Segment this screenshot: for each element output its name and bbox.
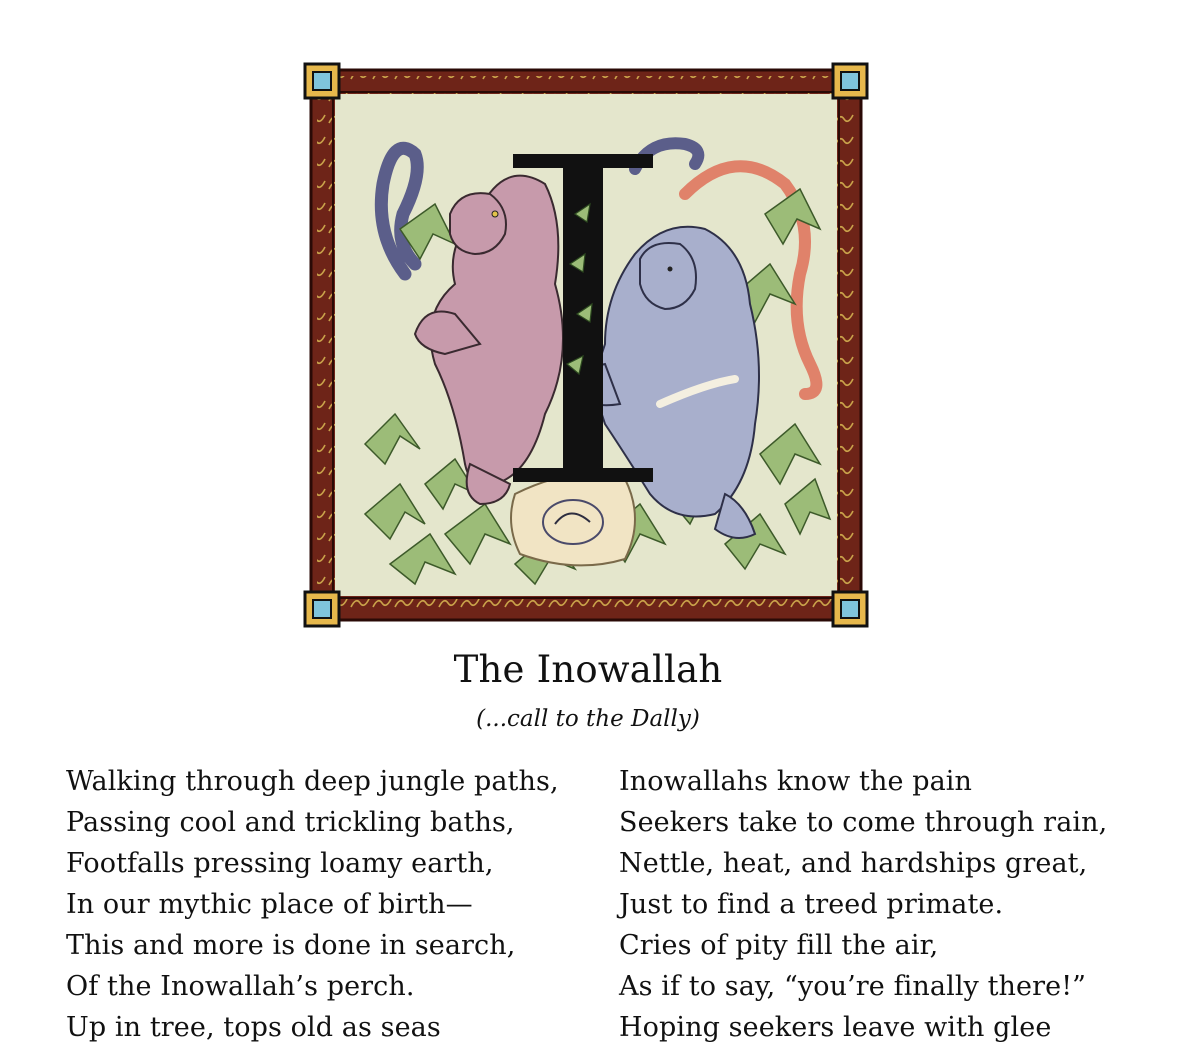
parchment-scroll: [511, 474, 635, 565]
poem-line: Just to find a treed primate.: [619, 889, 1004, 920]
poem-line: Inowallahs know the pain: [619, 766, 973, 797]
corner-top-right: [833, 64, 867, 98]
left-stanza: [66, 761, 559, 1048]
right-creature-eye: [668, 267, 673, 272]
poem-title: The Inowallah: [453, 648, 723, 691]
illuminated-initial-svg: [305, 64, 867, 626]
poem-line: This and more is done in search,: [66, 930, 516, 961]
illuminated-initial-illustration: [305, 64, 867, 626]
poem-line: Passing cool and trickling baths,: [66, 807, 515, 838]
poem-line: Of the Inowallah’s perch.: [66, 971, 415, 1002]
poem-line: Hoping seekers leave with glee: [619, 1012, 1052, 1043]
poem-line: Footfalls pressing loamy earth,: [66, 848, 494, 879]
poem-line: Seekers take to come through rain,: [619, 807, 1108, 838]
corner-bottom-right: [833, 592, 867, 626]
poem-line: Up in tree, tops old as seas: [66, 1012, 441, 1043]
left-creature-eye: [492, 211, 498, 217]
poem-line: As if to say, “you’re finally there!”: [619, 971, 1087, 1002]
poem-line: Walking through deep jungle paths,: [66, 766, 559, 797]
poem-line: Cries of pity fill the air,: [619, 930, 939, 961]
corner-bottom-left: [305, 592, 339, 626]
corner-top-left: [305, 64, 339, 98]
right-stanza: [619, 761, 1107, 1048]
poem-line: In our mythic place of birth—: [66, 889, 473, 920]
poem-line: Nettle, heat, and hardships great,: [619, 848, 1088, 879]
poem-subtitle: (...call to the Dally): [476, 706, 700, 732]
